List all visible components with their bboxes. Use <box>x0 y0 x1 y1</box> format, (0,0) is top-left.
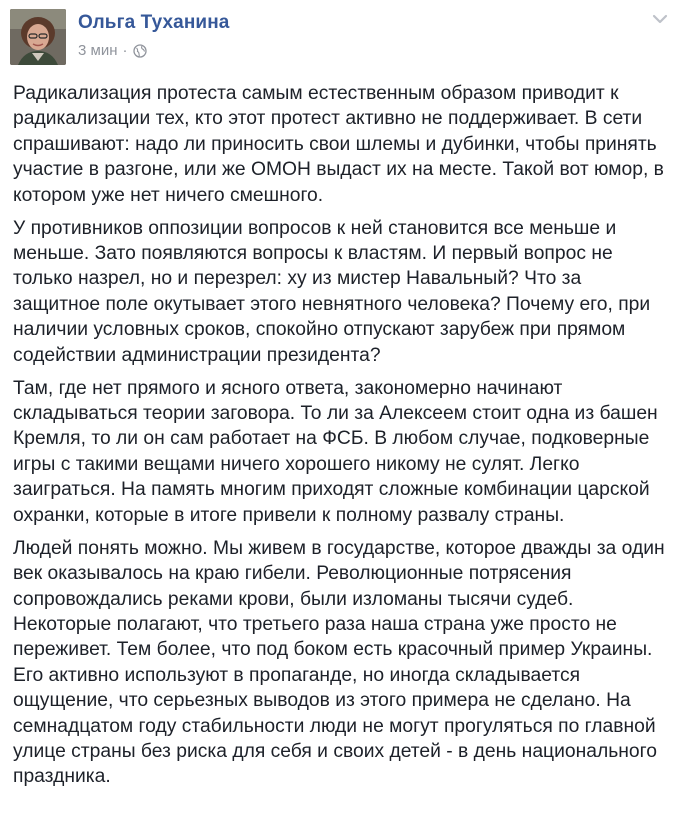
text-line: У противников оппозиции вопросов к ней становится все меньше и <box>13 217 617 239</box>
text-line: радикализации тех, кто этот протест активно не поддерживает. В сети <box>13 108 643 130</box>
post-body <box>13 81 669 797</box>
post-paragraph <box>13 216 669 368</box>
text-line: меньше. Зато появляются вопросы к властям. И первый вопрос не <box>13 243 613 265</box>
text-line: улице страны без риска для себя и своих детей - в день национального <box>13 740 657 762</box>
text-line: Некоторые полагают, что третьего раза наша страна уже просто не <box>13 613 617 635</box>
post-header <box>0 0 681 70</box>
text-line: Радикализация протеста самым естественным образом приводит к <box>13 83 619 104</box>
text-line: ощущение, что серьезных выводов из этого примера не сделано. На <box>13 690 631 712</box>
text-line: Его активно используют в пропаганде, но иногда складывается <box>13 664 581 686</box>
post-paragraph <box>13 536 669 790</box>
meta-separator: · <box>122 42 128 59</box>
text-line: складываться теории заговора. То ли за Алексеем стоит одна из башен <box>13 403 658 425</box>
text-line: сопровождались реками крови, были изломаны тысячи судеб. <box>13 588 574 610</box>
text-line: защитное поле окутывает этого невнятного человека? Почему его, при <box>13 293 651 315</box>
text-line: праздника. <box>13 766 111 788</box>
text-line: Людей понять можно. Мы живем в государстве, которое дважды за один <box>13 537 665 559</box>
text-line: игры с такими вещами ничего хорошего никому не сулят. Легко <box>13 453 580 475</box>
text-line: Кремля, то ли он сам работает на ФСБ. В любом случае, подковерные <box>13 428 650 450</box>
avatar[interactable] <box>10 9 66 65</box>
text-line: охранки, которые в итоге привели к полному развалу страны. <box>13 504 565 526</box>
text-line: участие в разгоне, или же ОМОН выдаст их на месте. Такой вот юмор, в <box>13 159 664 181</box>
chevron-down-icon[interactable] <box>651 12 669 26</box>
text-line: Там, где нет прямого и ясного ответа, закономерно начинают <box>13 377 563 399</box>
author-name-link[interactable]: Ольга Туханина <box>78 12 230 33</box>
timestamp-link[interactable]: 3 мин <box>78 42 118 59</box>
post-meta <box>78 42 147 59</box>
text-line: век оказывалось на краю гибели. Революционные потрясения <box>13 563 572 585</box>
post-paragraph <box>13 81 669 208</box>
text-line: семнадцатом году стабильности люди не могут прогуляться по главной <box>13 715 656 737</box>
text-line: заиграться. На память многим приходят сложные комбинации царской <box>13 479 650 501</box>
text-line: переживет. Тем более, что под боком есть красочный пример Украины. <box>13 639 653 661</box>
text-line: содействии администрации президента? <box>13 344 381 366</box>
avatar-photo <box>10 9 66 65</box>
text-line: только назрел, но и перезрел: ху из мистер Навальный? Что за <box>13 268 582 290</box>
globe-icon[interactable] <box>133 44 147 58</box>
post-paragraph <box>13 376 669 528</box>
text-line: наличии условных сроков, спокойно отпускают зарубеж при прямом <box>13 319 626 341</box>
text-line: котором уже нет ничего смешного. <box>13 184 324 206</box>
text-line: спрашивают: надо ли приносить свои шлемы и дубинки, чтобы принять <box>13 133 657 155</box>
